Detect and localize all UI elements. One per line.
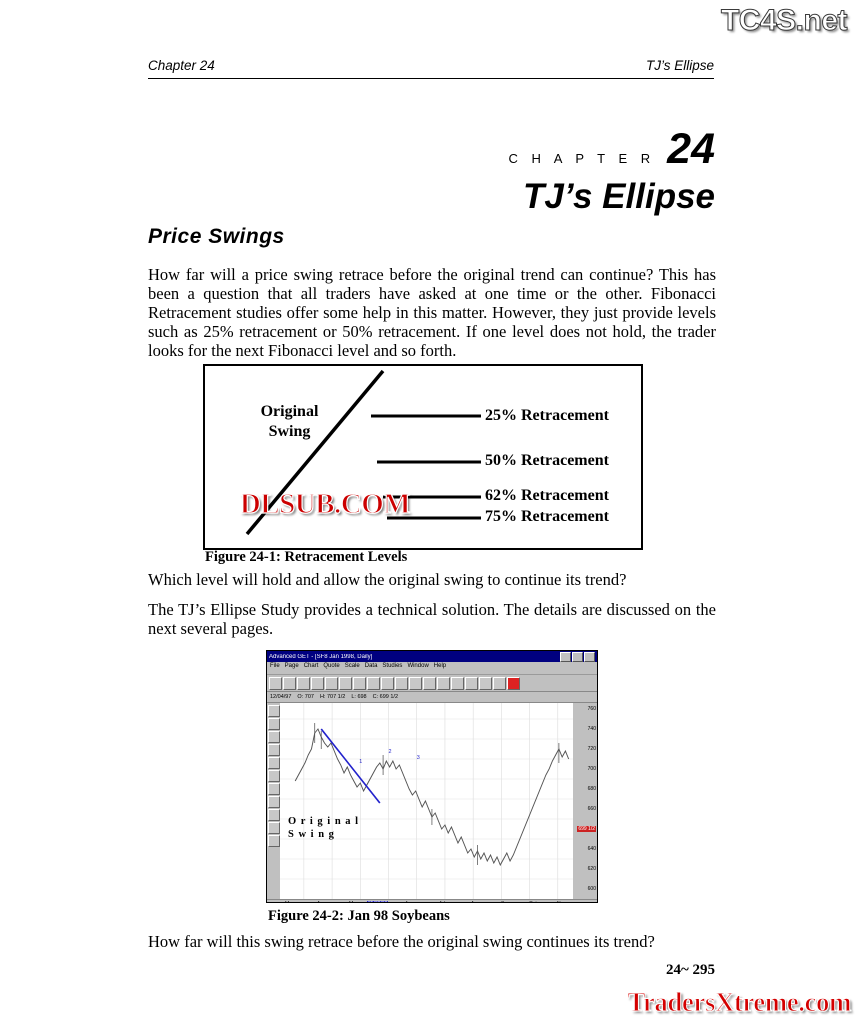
palette-icon-fib[interactable] (268, 744, 280, 756)
palette-icon-wave[interactable] (268, 809, 280, 821)
quote-high: H: 707 1/2 (319, 694, 346, 700)
toolbar-icon-zoom-out[interactable] (339, 677, 352, 690)
figure1-caption: Figure 24-1: Retracement Levels (205, 549, 408, 565)
chapter-name: TJ’s Ellipse (523, 177, 715, 216)
toolbar-icon-cursor[interactable] (409, 677, 422, 690)
watermark-top: TC4S.net (720, 4, 847, 37)
quote-close: C: 699 1/2 (372, 694, 399, 700)
menu-scale[interactable]: Scale (344, 663, 360, 669)
price-axis-label-4: 680 (587, 786, 596, 792)
date-axis (267, 899, 597, 903)
chapter-word: C H A P T E R (508, 151, 656, 166)
last-price-tag: 699 1/2 (578, 826, 595, 832)
paragraph-question: Which level will hold and allow the original swing to continue its trend? (148, 570, 627, 589)
date-axis-label-aug (471, 901, 480, 903)
date-axis-label-mar (285, 901, 294, 903)
price-axis-label-6: 640 (587, 846, 596, 852)
watermark-bottom: TradersXtreme.com (627, 987, 851, 1017)
toolbar-icon-zoom-in[interactable] (325, 677, 338, 690)
running-head-right: TJ’s Ellipse (645, 58, 714, 73)
toolbar-icon-print[interactable] (311, 677, 324, 690)
svg-text:3: 3 (416, 755, 420, 761)
toolbar-icon-trendline[interactable] (423, 677, 436, 690)
figure2-caption: Figure 24-2: Jan 98 Soybeans (268, 908, 450, 924)
toolbar-icon-bar-chart[interactable] (353, 677, 366, 690)
quote-date: 12/04/97 (270, 694, 292, 700)
price-chart-svg (280, 703, 573, 899)
toolbar-icon-fibonacci[interactable] (451, 677, 464, 690)
svg-text:1: 1 (359, 759, 363, 765)
figure1-level-25: 25% Retracement (485, 407, 609, 424)
figure1-level-62: 62% Retracement (485, 487, 609, 504)
chapter-number: 24 (667, 125, 715, 173)
price-axis-label-3: 700 (587, 766, 596, 772)
figure1-level-75: 75% Retracement (485, 508, 609, 525)
palette-icon-zoom[interactable] (268, 783, 280, 795)
close-icon[interactable] (584, 652, 595, 662)
price-axis-label-1: 740 (587, 726, 596, 732)
date-axis-label-jun (405, 901, 413, 903)
menu-data[interactable]: Data (364, 663, 378, 669)
menu-studies[interactable]: Studies (382, 663, 403, 669)
page-number: 24~ 295 (665, 962, 715, 978)
swing-trendline (321, 729, 380, 803)
paragraph-intro: How far will a price swing retrace before the original trend can continue? This has been a question that all traders have asked at one time or the other. Fibonacci Retracement studies offer some help in this matter. However, they just provide levels such as 25% retracement or 50% retracement. If one level does not hold, the trader looks for the next Fibonacci level and so forth. (148, 265, 716, 360)
chapter-title-block (508, 125, 716, 216)
drawing-tool-palette[interactable] (267, 703, 280, 899)
menu-file[interactable]: File (270, 663, 280, 669)
menu-help[interactable]: Help (433, 663, 447, 669)
menu-window[interactable]: Window (407, 663, 429, 669)
maximize-icon[interactable] (572, 652, 583, 662)
watermark-center: DLSUB.COM (239, 488, 411, 520)
figure-jan98-soybeans-screenshot (266, 650, 598, 903)
date-axis-label-sep (501, 901, 510, 903)
page-title: Price Swings (148, 225, 285, 248)
menu-page[interactable]: Page (284, 663, 299, 669)
toolbar-icon-save[interactable] (297, 677, 310, 690)
price-axis-label-7: 620 (587, 866, 596, 872)
toolbar-icon-record[interactable] (507, 677, 520, 690)
price-chart[interactable] (280, 703, 573, 899)
chart-area-container (267, 703, 597, 899)
palette-icon-trendline[interactable] (268, 718, 280, 730)
toolbar-icon-new[interactable] (269, 677, 282, 690)
figure1-swing-label-line2: Swing (268, 423, 311, 440)
palette-icon-settings[interactable] (268, 796, 280, 808)
figure1-swing-label (237, 402, 342, 442)
toolbar-icon-studies[interactable] (479, 677, 492, 690)
running-head (148, 58, 714, 79)
date-axis-highlight (367, 901, 388, 903)
palette-icon-ellipse[interactable] (268, 731, 280, 743)
toolbar-icon-elliott[interactable] (493, 677, 506, 690)
chart-swing-annotation-line2: S w i n g (288, 829, 335, 840)
chart-swing-annotation-line1: O r i g i n a l (288, 816, 360, 827)
toolbar-icon-grid[interactable] (395, 677, 408, 690)
figure1-level-50: 50% Retracement (485, 452, 609, 469)
toolbar-icon-open[interactable] (283, 677, 296, 690)
paragraph-closing-question: How far will this swing retrace before the original swing continues its trend? (148, 932, 655, 951)
palette-icon-pointer[interactable] (268, 705, 280, 717)
chart-swing-annotation (288, 815, 359, 841)
toolbar-icon-ellipse[interactable] (437, 677, 450, 690)
palette-icon-channel[interactable] (268, 835, 280, 847)
figure1-swing-label-line1: Original (260, 403, 319, 420)
quote-open: O: 707 (297, 694, 314, 700)
price-axis-label-8: 600 (587, 886, 596, 892)
toolbar-icon-text[interactable] (465, 677, 478, 690)
menu-quote[interactable]: Quote (323, 663, 340, 669)
palette-icon-text[interactable] (268, 757, 280, 769)
app-menu-bar[interactable] (267, 662, 597, 675)
palette-icon-erase[interactable] (268, 770, 280, 782)
quote-info-bar (267, 692, 597, 703)
window-controls[interactable] (560, 652, 595, 662)
paragraph-solution: The TJ’s Ellipse Study provides a technical solution. The details are discussed on the next several pages. (148, 600, 716, 638)
svg-text:2: 2 (388, 749, 392, 755)
date-axis-label-nov (557, 901, 566, 903)
quote-low: L: 698 (351, 694, 367, 700)
price-axis-label-2: 720 (587, 746, 596, 752)
price-axis-label-5: 660 (587, 806, 596, 812)
date-axis-label-apr (317, 901, 325, 903)
price-axis-label-0: 760 (587, 706, 596, 712)
date-axis-label-jul (439, 901, 445, 903)
running-head-left: Chapter 24 (148, 58, 215, 73)
toolbar-icon-line-chart[interactable] (367, 677, 380, 690)
toolbar-icon-candle-chart[interactable] (381, 677, 394, 690)
app-title: Advanced GET - [SF8 Jan 1998, Daily] (269, 653, 373, 660)
date-axis-label-oct (529, 901, 537, 903)
figure-retracement-levels (203, 364, 643, 550)
minimize-icon[interactable] (560, 652, 571, 662)
app-toolbar[interactable] (267, 675, 597, 692)
palette-icon-oscillator[interactable] (268, 822, 280, 834)
menu-chart[interactable]: Chart (303, 663, 319, 669)
app-title-bar (267, 651, 597, 662)
price-axis (573, 703, 597, 899)
date-axis-label-may (349, 901, 358, 903)
